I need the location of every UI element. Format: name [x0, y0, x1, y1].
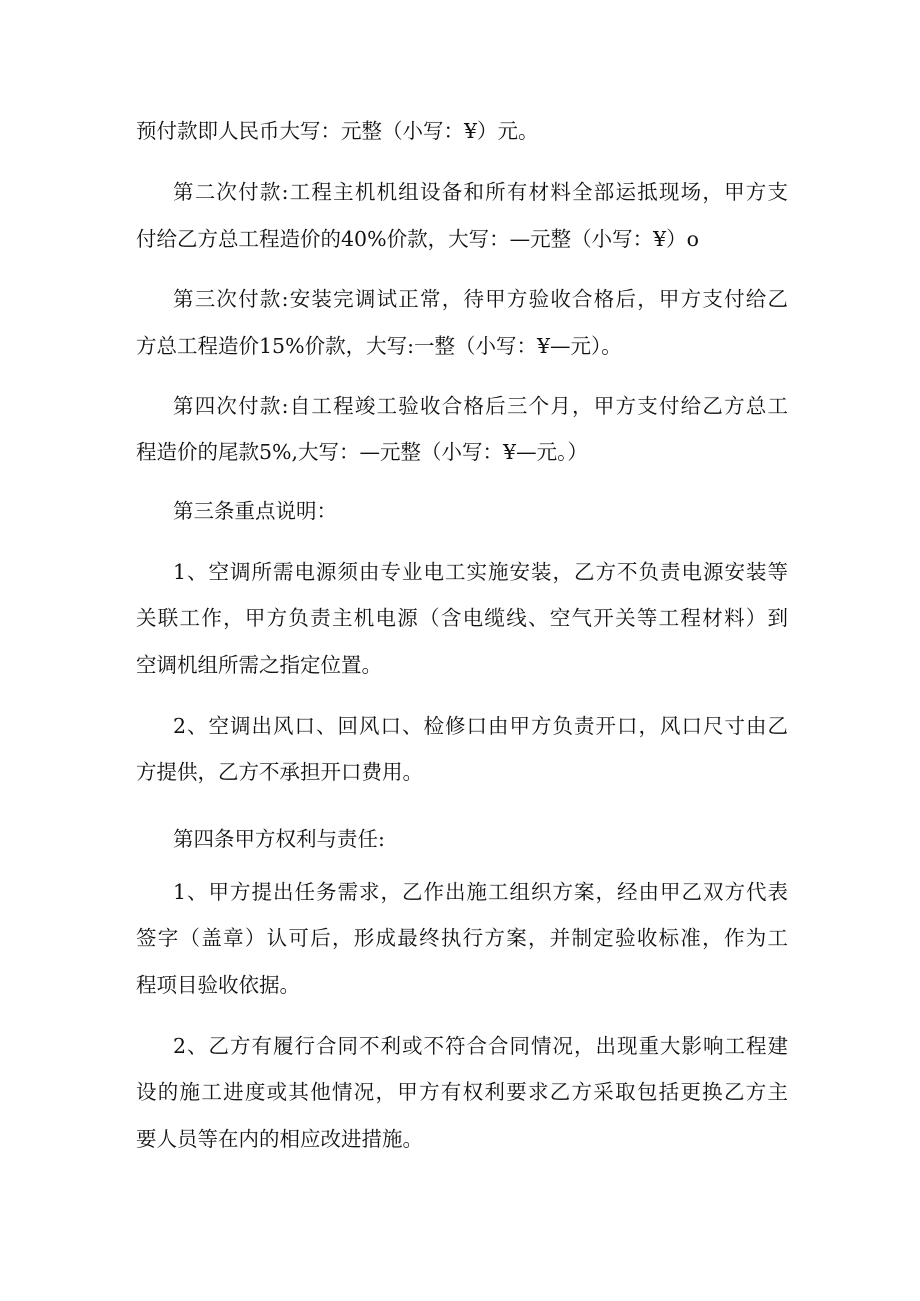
section-heading-text: 第四条甲方权利与责任: — [173, 827, 385, 851]
section-heading-text: 第三条重点说明： — [173, 499, 337, 523]
text-line-content: 设的施工进度或其他情况，甲方有权利要求乙方采取包括更换乙方主 — [136, 1080, 788, 1104]
text-line — [0, 116, 920, 146]
text-line-content: 1、空调所需电源须由专业电工实施安装，乙方不负责电源安装等 — [173, 560, 788, 584]
text-line-content: 程项目验收依据。 — [136, 973, 300, 997]
text-line-content: 第二次付款:工程主机机组设备和所有材料全部运抵现场，甲方支 — [173, 180, 788, 204]
text-line — [0, 331, 920, 361]
text-line-content: 空调机组所需之指定位置。 — [136, 653, 382, 677]
text-line-content: 第四次付款:自工程竣工验收合格后三个月，甲方支付给乙方总工 — [173, 394, 788, 418]
section-heading — [0, 496, 920, 526]
text-line — [0, 1031, 920, 1061]
text-line-content: 1、甲方提出任务需求，乙作出施工组织方案，经由甲乙双方代表 — [173, 880, 788, 904]
text-line — [0, 177, 920, 207]
text-line-content: 2、空调出风口、回风口、检修口由甲方负责开口，风口尺寸由乙 — [173, 714, 788, 738]
text-line — [0, 557, 920, 587]
text-line-content: 签字（盖章）认可后，形成最终执行方案，并制定验收标准，作为工 — [136, 926, 788, 950]
section-heading — [0, 824, 920, 854]
text-line — [0, 391, 920, 421]
text-line — [0, 284, 920, 314]
text-line — [0, 224, 920, 254]
text-line — [0, 650, 920, 680]
text-line-content: 预付款即人民币大写：元整（小写：¥）元。 — [136, 119, 539, 143]
text-line-content: 关联工作，甲方负责主机电源（含电缆线、空气开关等工程材料）到 — [136, 606, 788, 630]
text-line-content: 方总工程造价15%价款，大写:一整（小写：¥—元）。 — [136, 334, 622, 358]
text-line — [0, 757, 920, 787]
text-line — [0, 1077, 920, 1107]
text-line-content: 程造价的尾款5%,大写：—元整（小写：¥—元。） — [136, 440, 588, 464]
text-line — [0, 1124, 920, 1154]
text-line — [0, 437, 920, 467]
text-line-content: 方提供，乙方不承担开口费用。 — [136, 760, 423, 784]
text-line-content: 要人员等在内的相应改进措施。 — [136, 1127, 423, 1151]
text-line — [0, 970, 920, 1000]
text-line — [0, 711, 920, 741]
text-line — [0, 603, 920, 633]
text-line-content: 第三次付款:安装完调试正常，待甲方验收合格后，甲方支付给乙 — [173, 287, 788, 311]
text-line-content: 2、乙方有履行合同不利或不符合合同情况，出现重大影响工程建 — [173, 1034, 788, 1058]
text-line-content: 付给乙方总工程造价的40%价款，大写：—元整（小写：¥）o — [136, 227, 699, 251]
text-line — [0, 923, 920, 953]
text-line — [0, 877, 920, 907]
